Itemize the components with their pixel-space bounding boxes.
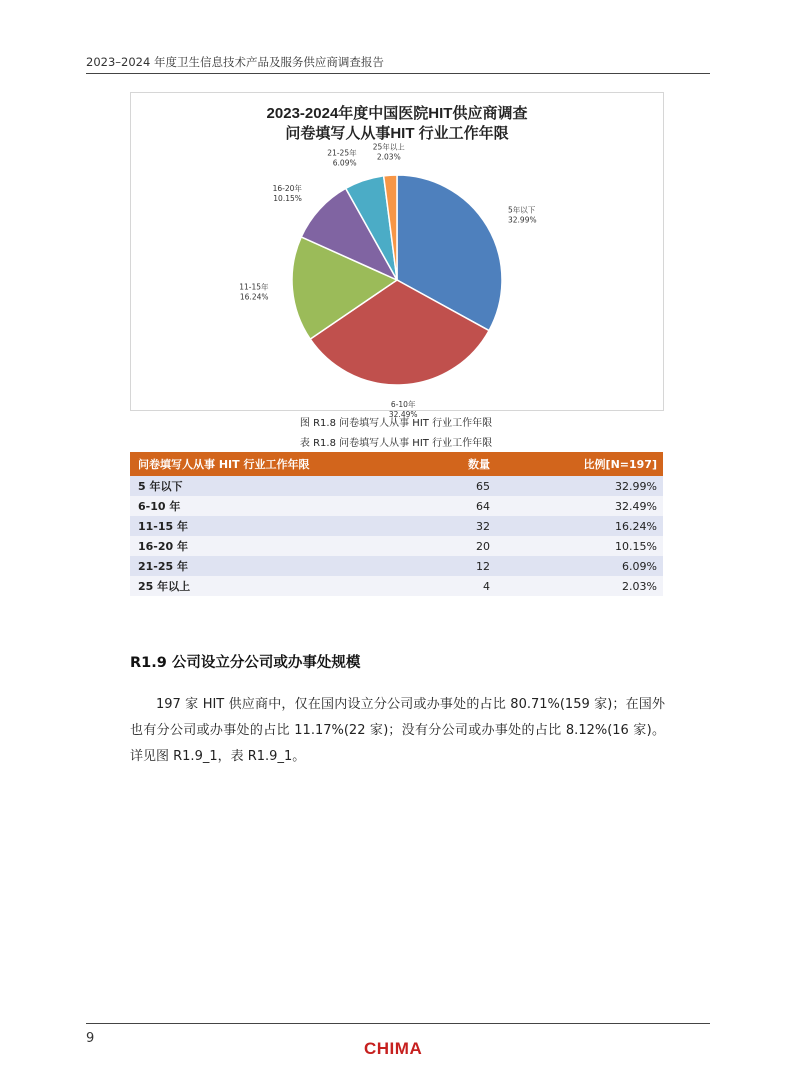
report-header-title: 2023–2024 年度卫生信息技术产品及服务供应商调查报告 <box>86 55 384 69</box>
figure-caption: 图 R1.8 问卷填写人从事 HIT 行业工作年限 <box>299 418 493 429</box>
slice-label <box>273 183 303 203</box>
section-title: R1.9 公司设立分公司或办事处规模 <box>130 655 361 671</box>
slice-percent-label: 32.49% <box>388 409 418 419</box>
table-row <box>130 496 663 516</box>
chima-logo: CHIMA <box>364 1039 423 1058</box>
footer-divider <box>86 1023 710 1024</box>
table-row <box>130 516 663 536</box>
cell-ratio: 32.99% <box>496 476 663 496</box>
header-ratio: 比例[N=197] <box>496 452 663 476</box>
slice-category-label: 6-10年 <box>390 399 416 409</box>
slice-percent-label: 2.03% <box>376 152 401 162</box>
cell-count: 12 <box>334 556 496 576</box>
cell-ratio: 6.09% <box>496 556 663 576</box>
pie-chart-frame <box>130 92 664 419</box>
cell-work-years: 16-20 年 <box>130 536 334 556</box>
slice-label <box>373 141 406 161</box>
slice-category-label: 16-20年 <box>272 183 302 193</box>
slice-percent-label: 16.24% <box>239 292 269 302</box>
table-caption: 表 R1.8 问卷填写人从事 HIT 行业工作年限 <box>299 438 493 449</box>
table-row <box>130 576 663 596</box>
cell-count: 32 <box>334 516 496 536</box>
pie-chart <box>131 93 663 419</box>
page-number: 9 <box>86 1031 95 1046</box>
slice-label <box>508 204 537 224</box>
header-work-years: 问卷填写人从事 HIT 行业工作年限 <box>130 452 334 476</box>
slice-label <box>327 148 357 168</box>
cell-work-years: 25 年以上 <box>130 576 334 596</box>
slice-percent-label: 10.15% <box>273 193 302 203</box>
slice-category-label: 5年以下 <box>508 205 536 215</box>
header-divider <box>86 73 710 74</box>
table-header-row <box>130 452 663 476</box>
cell-count: 64 <box>334 496 496 516</box>
cell-work-years: 6-10 年 <box>130 496 334 516</box>
slice-label <box>239 281 269 301</box>
chart-title-line1: 2023-2024年度中国医院HIT供应商调查 <box>266 105 528 122</box>
table-row <box>130 476 663 496</box>
cell-ratio: 32.49% <box>496 496 663 516</box>
cell-work-years: 5 年以下 <box>130 476 334 496</box>
table-row <box>130 556 663 576</box>
work-years-table <box>130 452 663 596</box>
cell-ratio: 10.15% <box>496 536 663 556</box>
cell-work-years: 21-25 年 <box>130 556 334 576</box>
cell-count: 4 <box>334 576 496 596</box>
slice-percent-label: 32.99% <box>508 215 537 225</box>
slice-category-label: 11-15年 <box>239 282 269 292</box>
table-row <box>130 536 663 556</box>
slice-percent-label: 6.09% <box>332 158 357 168</box>
slice-category-label: 25年以上 <box>372 142 405 152</box>
header-count: 数量 <box>334 452 496 476</box>
slice-category-label: 21-25年 <box>327 148 357 158</box>
chart-title-line2: 问卷填写人从事HIT 行业工作年限 <box>285 125 509 142</box>
cell-ratio: 2.03% <box>496 576 663 596</box>
cell-ratio: 16.24% <box>496 516 663 536</box>
cell-count: 65 <box>334 476 496 496</box>
cell-count: 20 <box>334 536 496 556</box>
section-paragraph: 197 家 HIT 供应商中，仅在国内设立分公司或办事处的占比 80.71%(159 家)；在国外也有分公司或办事处的占比 11.17%(22 家)；没有分公司或办事处的占比 8.12%(16 家)。详见图 R1.9_1，表 R1.9_1。 <box>130 697 665 764</box>
cell-work-years: 11-15 年 <box>130 516 334 536</box>
